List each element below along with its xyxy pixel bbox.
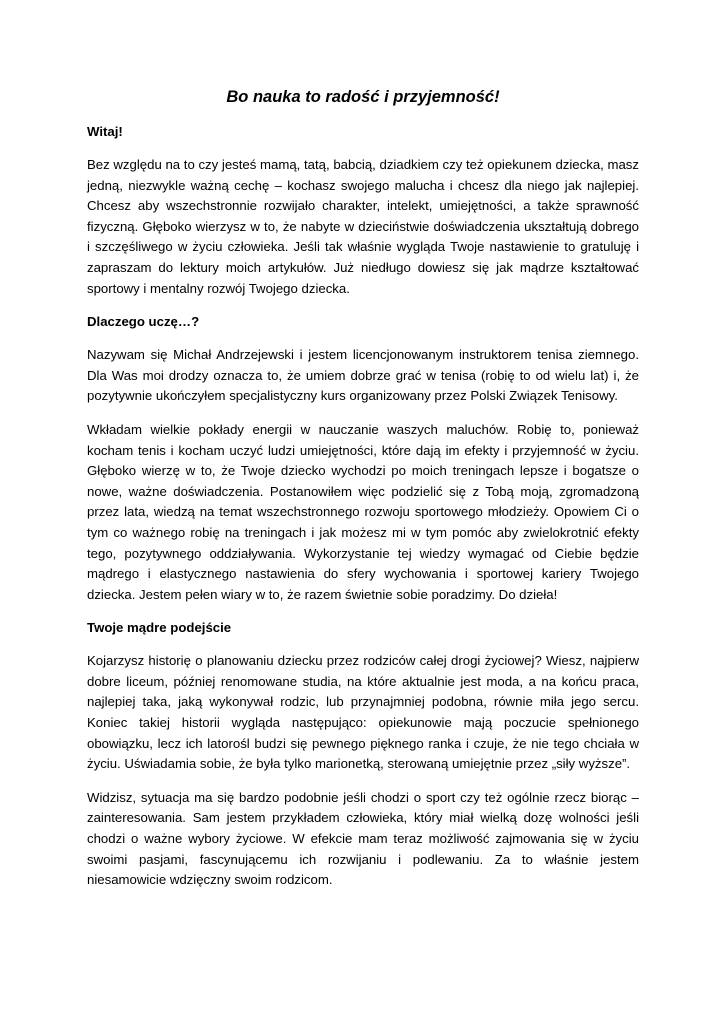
greeting: Witaj! [87,124,123,139]
paragraph-line: nowe, ważne doświadczenia. Postanowiłem więc podzielić się z Tobą moją, zgromadzoną [87,483,639,499]
paragraph-line: i szczęśliwego w życiu człowieka. Jeśli tak właśnie wygląda Twoje nastawienie to gratuluję i [87,239,639,255]
paragraph-line: tego, pozytywnego oddziaływania. Wykorzystanie tej wiedzy wymagać od Ciebie będzie [87,545,639,561]
paragraph-line: najlepiej taka, jaką wykonywał rodzic, lub przynajmniej podobna, równie miła jego sercu. [87,694,639,710]
paragraph-line: zainteresowania. Sam jestem przykładem człowieka, który miał wielką dozę wolności jeśli [87,810,639,826]
paragraph-line: tym co ważnego robię na treningach i jak możesz mi w tym pomóc aby zwielokrotnić efekty [87,524,639,540]
paragraph-line: swoimi pasjami, fascynującemu ich rozwijaniu i podlewaniu. Za to właśnie jestem [87,851,639,867]
document-page [87,86,639,904]
paragraph [87,651,639,775]
paragraph-line: fizyczną. Głęboko wierzysz w to, że nabyte w dzieciństwie doświadczenia ukształtują dobrego [87,218,639,234]
paragraph-line: Dla Was moi drodzy oznacza to, że umiem dobrze grać w tenisa (robię to od wielu lat) i, że [87,367,639,383]
section-heading: Twoje mądre podejście [87,620,232,636]
paragraph-line: Wkładam wielkie pokłady energii w nauczanie waszych maluchów. Robię to, ponieważ [87,421,639,437]
paragraph-line: Chcesz aby wszechstronnie rozwijało charakter, intelekt, umiejętności, a także sprawność [87,198,639,214]
paragraph-line: zapraszam do lektury moich artykułów. Już niedługo dowiesz się jak mądrze kształtować [87,259,639,275]
paragraph-line: sportowy i mentalny rozwój Twojego dziecka. [87,280,350,296]
paragraph [87,345,639,407]
document-body [87,155,639,891]
paragraph-line: przez lata, wiedzą na temat wszechstronnego rozwoju sportowego młodzieży. Opowiem Ci o [87,504,639,520]
paragraph-line: Bez względu na to czy jesteś mamą, tatą, babcią, dziadkiem czy też opiekunem dziecka, masz [87,157,639,172]
paragraph-line: pozytywnie ukończyłem specjalistyczny kurs organizowany przez Polski Związek Tenisowy. [87,388,618,404]
paragraph-line: chodzi o ważne wybory życiowe. W efekcie mam teraz możliwość zajmowania się w życiu [87,831,639,847]
paragraph [87,155,639,299]
section-heading: Dlaczego uczę…? [87,314,200,330]
paragraph [87,788,639,891]
paragraph-line: kocham tenis i kocham uczyć ludzi umiejętności, które dają im efekty i przyjemność w życiu. [87,442,639,458]
paragraph-line: Głęboko wierzę w to, że Twoje dziecko wychodzi po moich treningach lepsze i bogatsze o [87,463,639,479]
paragraph-line: Widzisz, sytuacja ma się bardzo podobnie jeśli chodzi o sport czy też ogólnie rzecz biorąc – [87,789,639,805]
paragraph-line: Nazywam się Michał Andrzejewski i jestem licencjonowanym instruktorem tenisa ziemnego. [87,347,639,363]
paragraph [87,420,639,605]
paragraph-line: Koniec takiej historii wygląda następująco: opiekunowie mają poczucie spełnionego [87,715,639,731]
paragraph-line: życiu. Uświadamia sobie, że była tylko marionetką, sterowaną umiejętnie przez „siły wyższe”. [87,756,631,772]
paragraph-line: jedną, niezwykle ważną cechę – kochasz swojego malucha i chcesz dla niego jak najlepiej. [87,177,639,193]
paragraph-line: obowiązku, lecz ich latorośl budzi się pewnego pięknego ranka i czuje, że nie tego chciała w [87,735,639,751]
paragraph-line: dobre liceum, później renomowane studia, na które aktualnie jest moda, a na końcu praca, [87,673,639,689]
paragraph-line: niesamowicie wdzięczny swoim rodzicom. [87,872,333,888]
document-title: Bo nauka to radość i przyjemność! [226,88,500,106]
paragraph-line: Kojarzysz historię o planowaniu dziecku przez rodziców całej drogi życiowej? Wiesz, najpierw [87,653,639,669]
paragraph-line: dziecka. Jestem pełen wiary w to, że razem świetnie sobie poradzimy. Do dzieła! [87,586,558,602]
paragraph-line: mądrego i elastycznego nastawienia do sfery wychowania i sportowej kariery Twojego [87,566,639,582]
